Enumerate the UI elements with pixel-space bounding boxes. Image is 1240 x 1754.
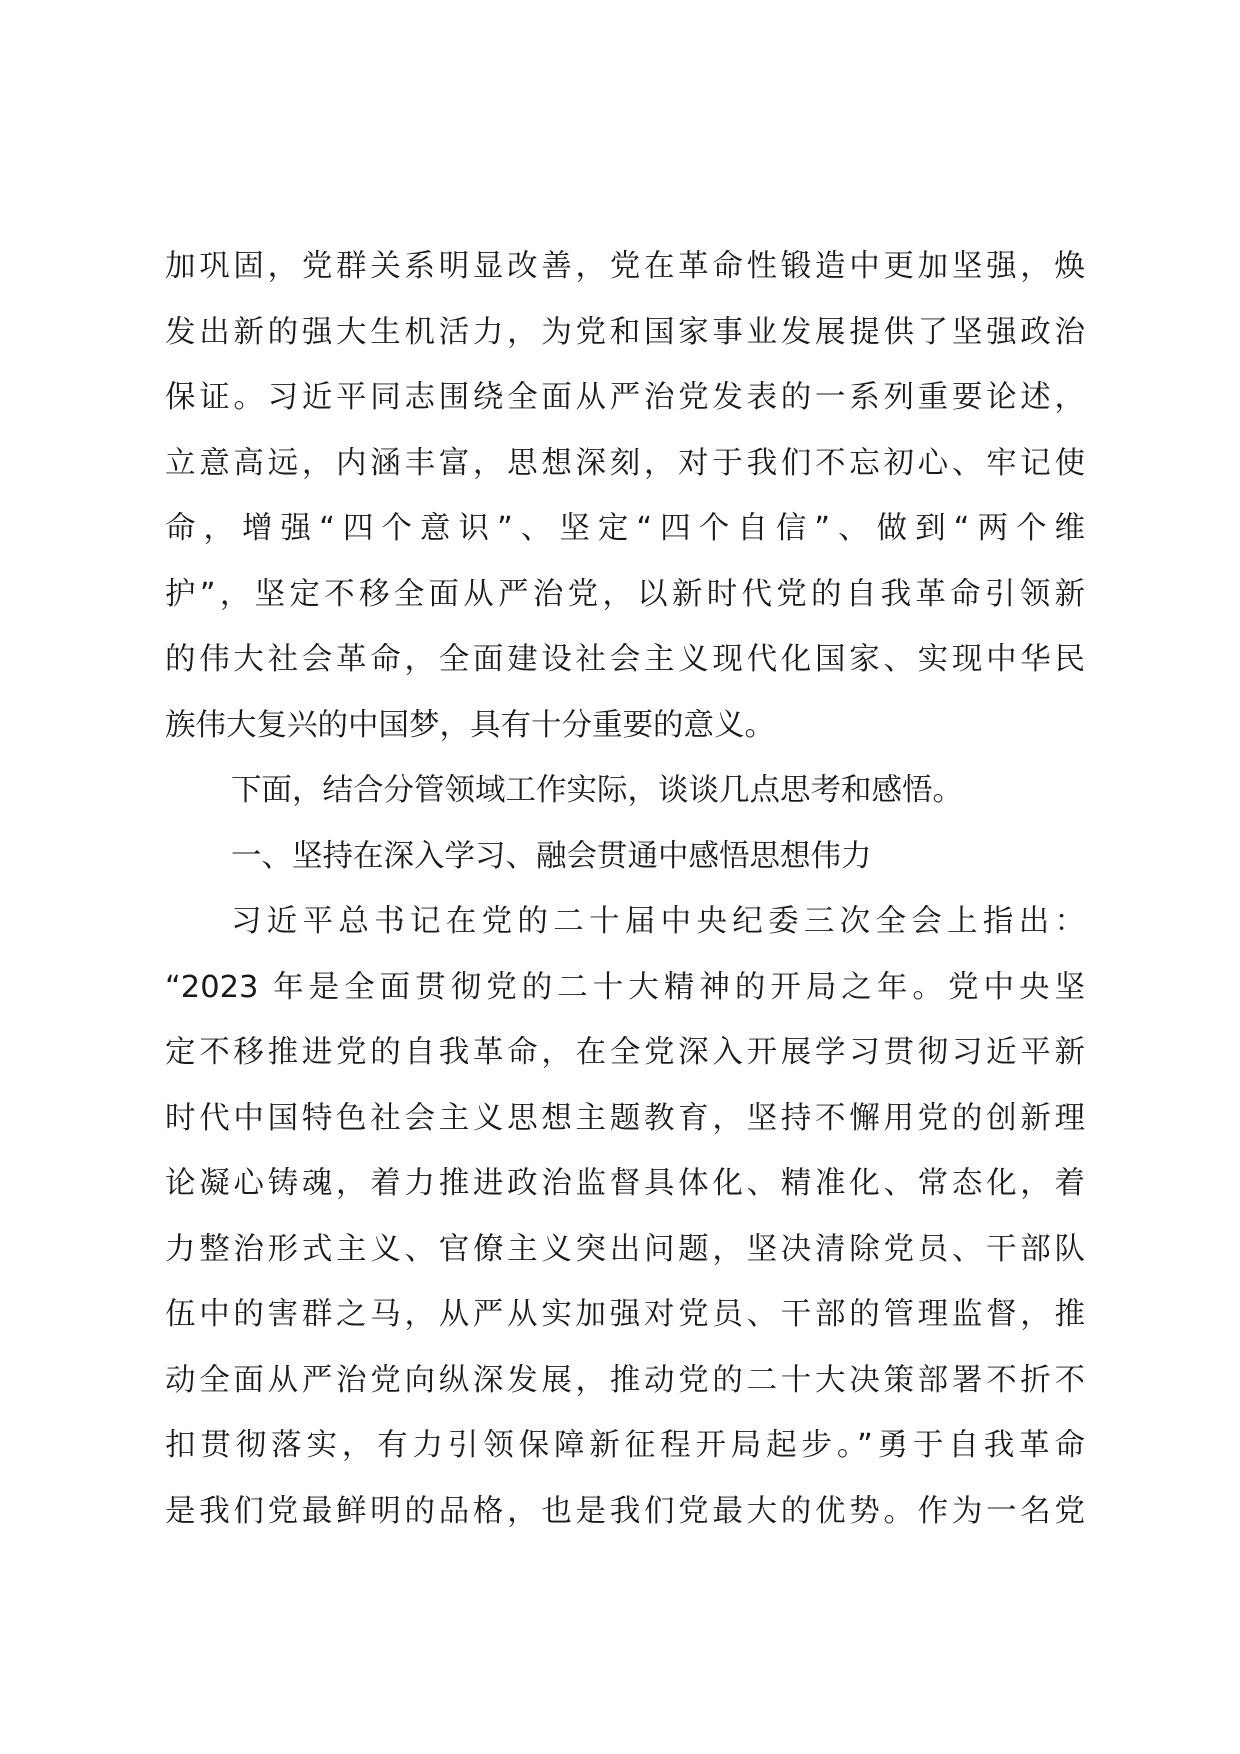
text-line: 命，增强“四个意识”、坚定“四个自信”、做到“两个维 xyxy=(165,511,1085,546)
text-line: 是我们党最鲜明的品格，也是我们党最大的优势。作为一名党 xyxy=(165,1493,1085,1529)
paragraph-line: 习近平总书记在党的二十届中央纪委三次全会上指出： xyxy=(231,904,1085,939)
text-line: 族伟大复兴的中国梦，具有十分重要的意义。 xyxy=(165,707,775,743)
text-line: 力整治形式主义、官僚主义突出问题，坚决清除党员、干部队 xyxy=(165,1231,1085,1267)
text-line: 保证。习近平同志围绕全面从严治党发表的一系列重要论述， xyxy=(165,380,1085,415)
document-body xyxy=(165,234,1085,1544)
text-line: 发出新的强大生机活力，为党和国家事业发展提供了坚强政治 xyxy=(165,314,1085,350)
text-line: 扣贯彻落实，有力引领保障新征程开局起步。”勇于自我革命 xyxy=(165,1428,1085,1463)
text-line: “2023 年是全面贯彻党的二十大精神的开局之年。党中央坚 xyxy=(165,969,1085,1005)
text-line: 动全面从严治党向纵深发展，推动党的二十大决策部署不折不 xyxy=(165,1362,1085,1398)
text-line: 时代中国特色社会主义思想主题教育，坚持不懈用党的创新理 xyxy=(165,1100,1085,1136)
text-line: 立意高远，内涵丰富，思想深刻，对于我们不忘初心、牢记使 xyxy=(165,445,1085,481)
text-line: 伍中的害群之马，从严从实加强对党员、干部的管理监督，推 xyxy=(165,1297,1085,1332)
text-line: 的伟大社会革命，全面建设社会主义现代化国家、实现中华民 xyxy=(165,642,1085,677)
section-heading: 一、坚持在深入学习、融会贯通中感悟思想伟力 xyxy=(231,838,872,874)
text-line: 加巩固，党群关系明显改善，党在革命性锻造中更加坚强，焕 xyxy=(165,249,1085,284)
text-line: 护”，坚定不移全面从严治党，以新时代党的自我革命引领新 xyxy=(165,576,1085,612)
text-line: 论凝心铸魂，着力推进政治监督具体化、精准化、常态化，着 xyxy=(165,1166,1085,1201)
text-line: 定不移推进党的自我革命，在全党深入开展学习贯彻习近平新 xyxy=(165,1035,1085,1070)
paragraph-line: 下面，结合分管领域工作实际，谈谈几点思考和感悟。 xyxy=(231,773,963,808)
